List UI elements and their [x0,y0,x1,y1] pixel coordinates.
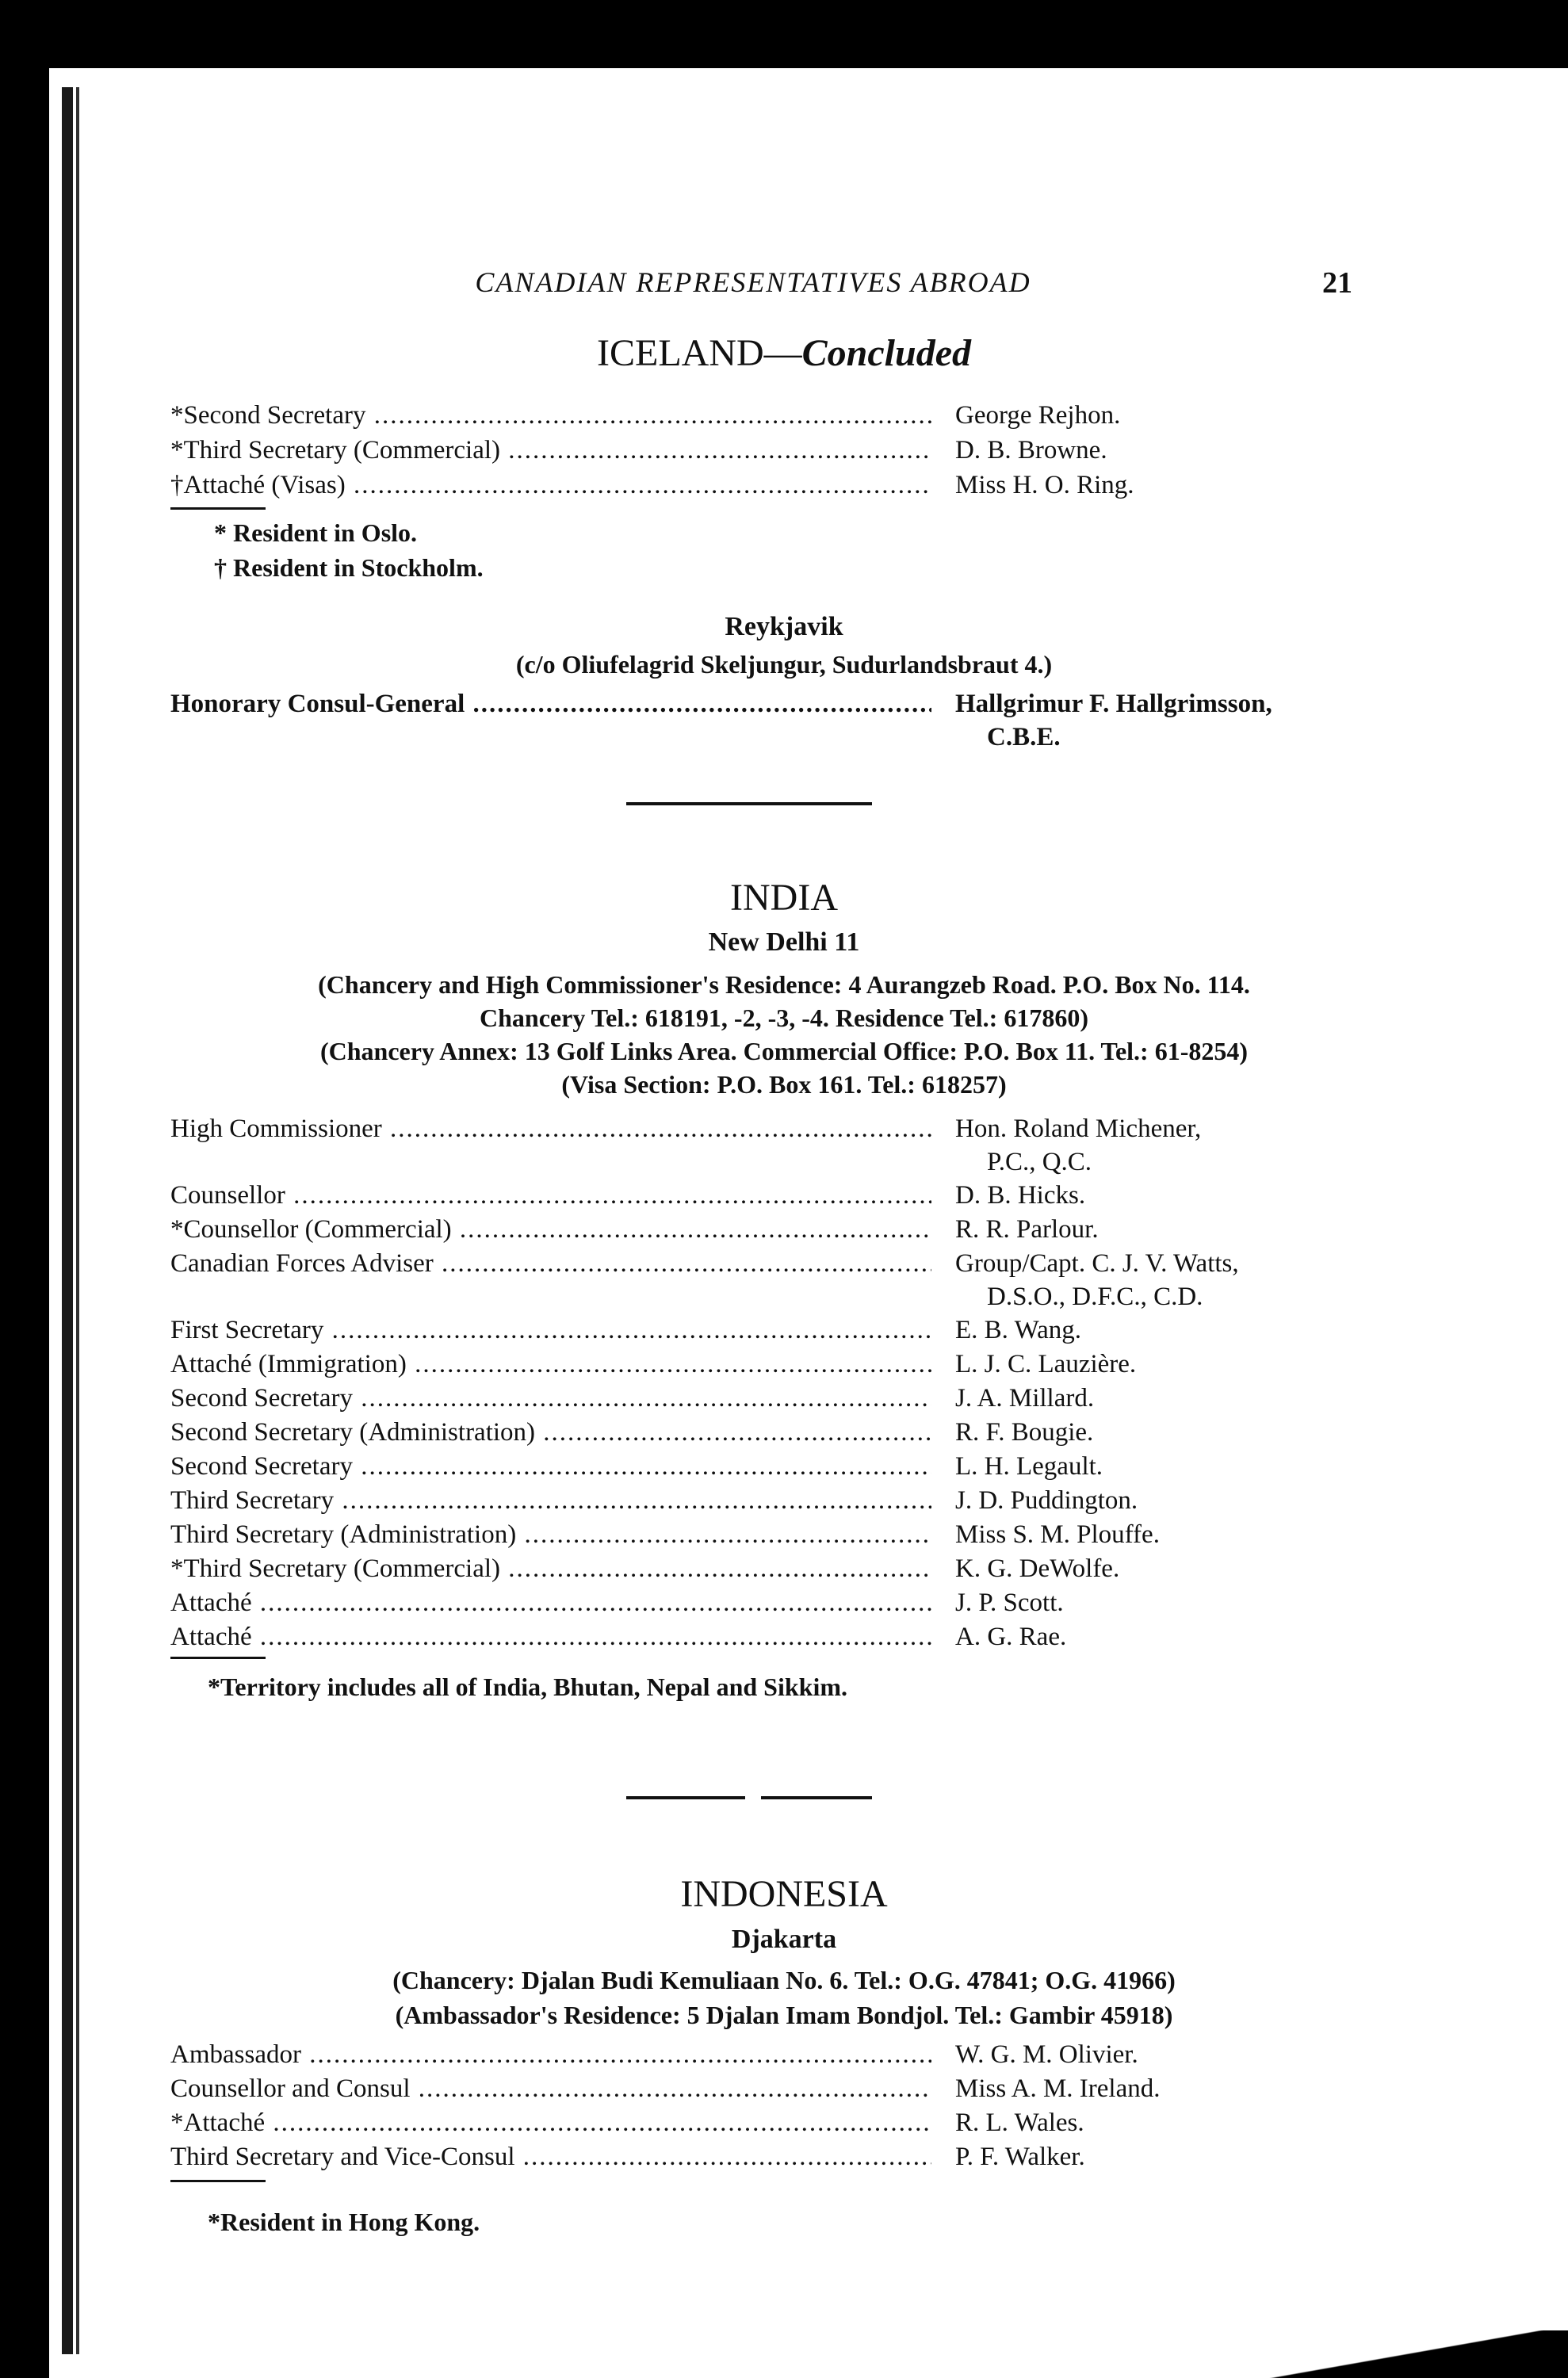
row-title: Third Secretary (Administration) ..... [170,1520,931,1550]
table-row [170,2143,1344,2177]
row-name: L. J. C. Lauzière. [955,1350,1137,1378]
row-title: Counsellor and Consul ..... [170,2074,931,2104]
row-name: R. L. Wales. [955,2108,1084,2137]
table-row [170,2074,1344,2109]
page-number: 21 [1322,266,1352,300]
row-name-continued: P.C., Q.C. [987,1148,1092,1176]
row-name: W. G. M. Olivier. [955,2040,1138,2069]
row-name: J. A. Millard. [955,1384,1095,1413]
india-address-line: Chancery Tel.: 618191, -2, -3, -4. Residence Tel.: 617860) [480,1004,1088,1032]
table-row [170,1215,1344,1250]
table-row [170,1418,1344,1453]
table-row [170,1486,1344,1521]
scan-top-border [0,0,1568,68]
indonesia-address-line: (Chancery: Djalan Budi Kemuliaan No. 6. Tel.: O.G. 47841; O.G. 41966) [392,1966,1176,1994]
row-name: D. B. Hicks. [955,1181,1086,1210]
table-row [170,1623,1344,1657]
row-title: *Attaché ..... [170,2108,931,2138]
footnote-rule [170,1657,266,1659]
row-title: Second Secretary (Administration) ..... [170,1418,931,1447]
row-title: Third Secretary and Vice-Consul ..... [170,2143,931,2172]
row-name: R. F. Bougie. [955,1418,1094,1447]
table-row [170,401,1344,436]
table-row [170,1589,1344,1623]
table-row [170,1350,1344,1385]
table-row [170,1452,1344,1487]
row-name: J. P. Scott. [955,1589,1064,1617]
table-row [170,1316,1344,1351]
india-address-line: (Chancery and High Commissioner's Residence: 4 Aurangzeb Road. P.O. Box No. 114. [318,970,1250,999]
city-new-delhi: New Delhi 11 [708,927,860,957]
iceland-heading [0,331,1568,375]
row-title: *Second Secretary ..... [170,401,931,430]
row-title: Ambassador ..... [170,2040,931,2070]
row-name: A. G. Rae. [955,1623,1067,1651]
row-title: Attaché ..... [170,1623,931,1652]
footnote: *Resident in Hong Kong. [208,2208,480,2236]
row-name: P. F. Walker. [955,2143,1085,2171]
row-title: Attaché (Immigration) ..... [170,1350,931,1379]
row-title: First Secretary ..... [170,1316,931,1345]
row-name: Hon. Roland Michener, [955,1114,1202,1143]
table-row [170,471,1344,506]
city-reykjavik: Reykjavik [725,612,843,641]
row-name: L. H. Legault. [955,1452,1103,1481]
scan-bottom-corner [1172,2330,1568,2378]
row-title: Third Secretary ..... [170,1486,931,1516]
reykjavik-address: (c/o Oliufelagrid Skeljungur, Sudurlandsbraut 4.) [515,650,1053,679]
row-name: George Rejhon. [955,401,1121,430]
row-name: Hallgrimur F. Hallgrimsson, [955,690,1272,718]
row-name: E. B. Wang. [955,1316,1081,1344]
footnote-rule [170,507,266,510]
table-row [170,1384,1344,1419]
footnote: * Resident in Oslo. [214,518,418,547]
row-title: Counsellor ..... [170,1181,931,1210]
table-row [170,1520,1344,1555]
table-row [170,1554,1344,1589]
india-address-line: (Visa Section: P.O. Box 161. Tel.: 618257) [561,1070,1007,1099]
row-title: Second Secretary ..... [170,1452,931,1481]
footnote-rule [170,2180,266,2182]
indonesia-heading: INDONESIA [680,1873,888,1915]
row-name: Miss S. M. Plouffe. [955,1520,1160,1549]
table-row [170,1181,1344,1216]
row-title: †Attaché (Visas) ..... [170,471,931,500]
table-row [170,1249,1344,1311]
row-title: Canadian Forces Adviser ..... [170,1249,931,1279]
table-row [170,2108,1344,2143]
row-name: K. G. DeWolfe. [955,1554,1120,1583]
row-name: Miss H. O. Ring. [955,471,1134,499]
row-title: Honorary Consul-General ..... [170,690,931,719]
row-name-continued: D.S.O., D.F.C., C.D. [987,1283,1203,1311]
india-heading: INDIA [730,877,838,919]
row-name: Group/Capt. C. J. V. Watts, [955,1249,1239,1278]
row-title: Attaché ..... [170,1589,931,1618]
row-title: Second Secretary ..... [170,1384,931,1413]
row-name: R. R. Parlour. [955,1215,1099,1244]
row-name: Miss A. M. Ireland. [955,2074,1161,2103]
city-djakarta: Djakarta [731,1925,837,1954]
section-divider [626,1796,745,1799]
table-row [170,1114,1344,1176]
iceland-heading-sub: Concluded [801,332,971,374]
india-address-line: (Chancery Annex: 13 Golf Links Area. Commercial Office: P.O. Box 11. Tel.: 61-8254) [319,1037,1248,1065]
section-divider [761,1796,872,1799]
row-title: *Third Secretary (Commercial) ..... [170,436,931,465]
scan-left-border [0,68,49,2378]
running-head: CANADIAN REPRESENTATIVES ABROAD [475,266,1031,298]
iceland-heading-country: ICELAND— [597,332,802,374]
section-divider [626,802,872,805]
row-name: D. B. Browne. [955,436,1107,465]
row-name-continued: C.B.E. [987,723,1061,751]
footnote: † Resident in Stockholm. [214,553,484,582]
table-row [170,690,1344,751]
table-row [170,436,1344,471]
indonesia-address-line: (Ambassador's Residence: 5 Djalan Imam Bondjol. Tel.: Gambir 45918) [395,2001,1173,2029]
row-title: *Counsellor (Commercial) ..... [170,1215,931,1244]
row-name: J. D. Puddington. [955,1486,1138,1515]
table-row [170,2040,1344,2075]
row-title: High Commissioner ..... [170,1114,931,1144]
footnote: *Territory includes all of India, Bhutan, Nepal and Sikkim. [208,1673,847,1701]
row-title: *Third Secretary (Commercial) ..... [170,1554,931,1584]
